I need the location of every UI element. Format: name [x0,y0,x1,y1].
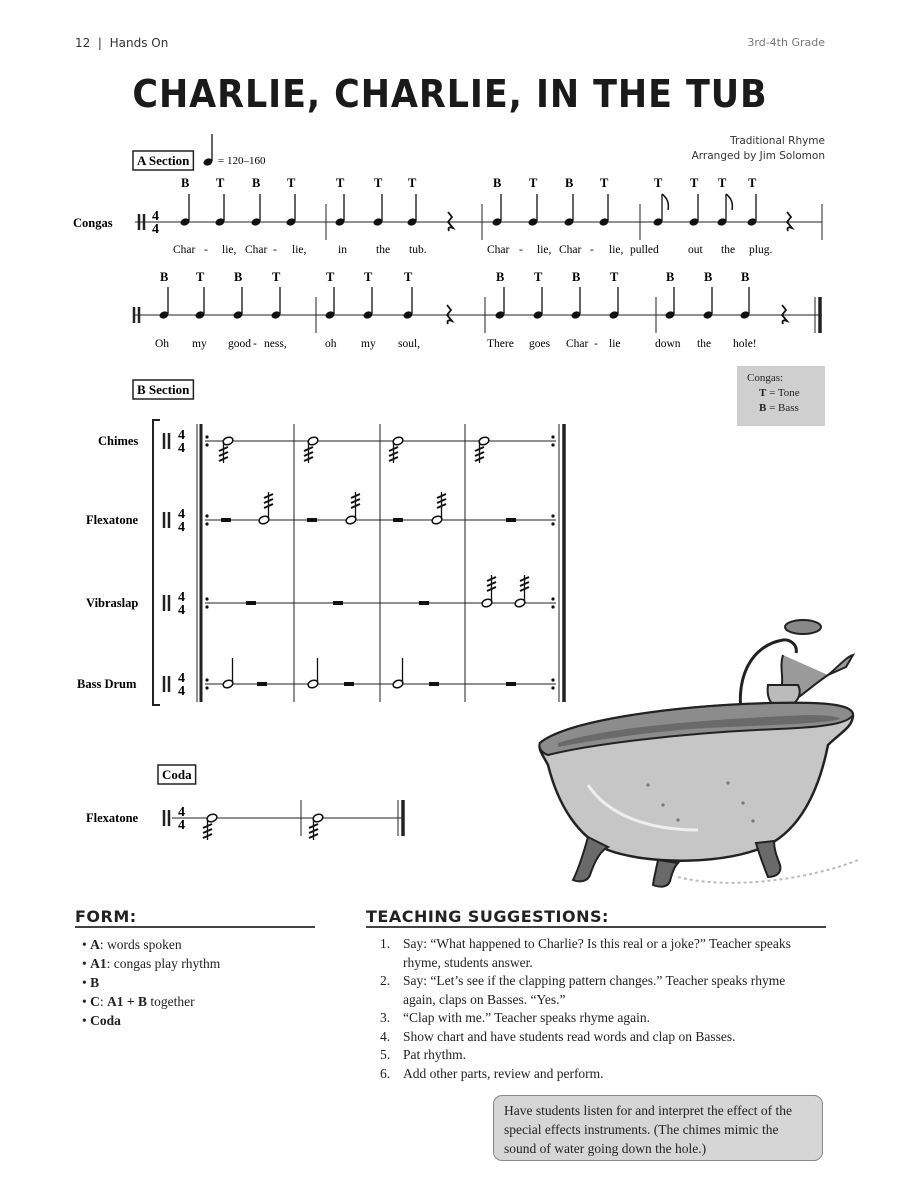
teaching-item: 3. “Clap with me.” Teacher speaks rhyme again. [380,1010,650,1025]
conga-stroke-letter: B [234,270,243,284]
a-section-label: A Section [137,153,190,168]
repeat-dot [205,522,208,525]
lyric-syllable: good [228,338,251,350]
repeat-dot [551,435,554,438]
lyric-syllable: Char [566,338,589,350]
coda-score [86,765,403,840]
conga-stroke-letter: T [364,270,373,284]
form-item: • A: words spoken [82,935,220,954]
repeat-dot [551,597,554,600]
lyric-syllable: - [590,244,594,256]
a-section-line-2 [133,270,822,350]
conga-stroke-letter: T [529,176,538,190]
congas-legend [737,366,825,426]
instrument-label: Flexatone [86,513,139,527]
conga-stroke-letter: B [704,270,713,284]
half-rest [393,518,403,522]
conga-stroke-letter: T [600,176,609,190]
teaching-item: 5. Pat rhythm. [380,1047,466,1062]
repeat-dot [205,597,208,600]
teaching-item: 2. Say: “Let’s see if the clapping pattern changes.” Teacher speaks rhyme again, claps on Basses. “Yes.” [380,973,786,1007]
coda-instrument-label: Flexatone [86,811,139,825]
page-title: CHARLIE, CHARLIE, IN THE TUB [132,72,768,116]
conga-stroke-letter: T [654,176,663,190]
teaching-item: 4. Show chart and have students read words and clap on Basses. [380,1028,736,1044]
time-signature-bottom: 4 [152,222,159,237]
bathtub-illustration [528,615,858,900]
conga-stroke-letter: B [160,270,169,284]
page-header: 12 | Hands On [75,36,169,50]
half-rest [506,518,516,522]
conga-stroke-letter: B [181,176,190,190]
time-signature-top: 4 [152,209,159,224]
time-signature-bottom: 4 [178,818,185,833]
half-rest [307,518,317,522]
conga-stroke-letter: T [748,176,757,190]
form-list [82,935,220,1030]
conga-stroke-letter: B [252,176,261,190]
time-signature-bottom: 4 [178,520,185,535]
lyric-syllable: ness, [264,338,287,350]
conga-stroke-letter: T [718,176,727,190]
repeat-dot [205,435,208,438]
book-title: Hands On [109,36,169,50]
conga-stroke-letter: T [287,176,296,190]
note-flag [662,194,668,210]
lyric-syllable: lie [609,338,621,350]
conga-stroke-letter: T [534,270,543,284]
legend-bass: B = Bass [759,402,799,414]
half-rest [344,682,354,686]
lyric-syllable: the [376,244,391,256]
lyric-syllable: - [273,244,277,256]
conga-stroke-letter: B [493,176,502,190]
conga-stroke-letter: T [216,176,225,190]
lyric-syllable: tub. [409,244,427,256]
conga-stroke-letter: T [404,270,413,284]
lyric-syllable: oh [325,338,337,350]
lyric-syllable: my [361,338,376,350]
repeat-dot [551,522,554,525]
b-section-score [77,380,564,705]
time-signature-top: 4 [178,671,185,686]
page-number: 12 [75,36,91,50]
form-item: • A1: congas play rhythm [82,954,220,973]
lyric-syllable: Oh [155,338,170,350]
b-section-label: B Section [137,382,190,397]
repeat-dot [205,514,208,517]
time-signature-bottom: 4 [178,603,185,618]
form-heading: FORM: [75,907,315,928]
coda-label: Coda [162,767,192,782]
lyric-syllable: soul, [398,338,421,350]
conga-stroke-letter: T [272,270,281,284]
lyric-syllable: in [338,244,347,256]
conga-stroke-letter: T [374,176,383,190]
repeat-dot [205,605,208,608]
form-item: • B [82,973,220,992]
conga-stroke-letter: T [326,270,335,284]
congas-label: Congas [73,216,113,230]
conga-stroke-letter: T [336,176,345,190]
lyric-syllable: the [721,244,736,256]
teaching-item: 1. Say: “What happened to Charlie? Is this real or a joke?” Teacher speaks rhyme, students answer. [380,936,791,970]
half-rest [221,518,231,522]
form-item: • Coda [82,1011,220,1030]
repeat-dot [551,443,554,446]
lyric-syllable: out [688,244,703,256]
lyric-syllable: There [487,338,514,350]
half-rest [429,682,439,686]
conga-stroke-letter: B [666,270,675,284]
time-signature-bottom: 4 [178,684,185,699]
time-signature-top: 4 [178,590,185,605]
lyric-syllable: plug. [749,244,773,256]
time-signature-top: 4 [178,428,185,443]
credit-arranger: Arranged by Jim Solomon [691,150,825,162]
lyric-syllable: the [697,338,712,350]
half-rest [246,601,256,605]
repeat-dot [551,514,554,517]
conga-stroke-letter: B [741,270,750,284]
time-signature-top: 4 [178,805,185,820]
conga-stroke-letter: B [496,270,505,284]
lyric-syllable: Char [487,244,510,256]
lyric-syllable: goes [529,338,551,350]
lyric-syllable: - [253,338,257,350]
system-bracket [153,420,160,705]
repeat-dot [551,605,554,608]
conga-stroke-letter: T [690,176,699,190]
repeat-dot [205,443,208,446]
conga-stroke-letter: T [408,176,417,190]
teacher-note: Have students listen for and interpret the effect of the special effects instruments. (The chimes mimic the sound of water going down the hole.) [493,1095,823,1161]
repeat-dot [205,686,208,689]
lyric-syllable: Char [559,244,582,256]
repeat-dot [205,678,208,681]
lyric-syllable: pulled [630,244,659,256]
conga-stroke-letter: T [610,270,619,284]
lyric-syllable: hole! [733,338,757,350]
instrument-label: Chimes [98,434,139,448]
lyric-syllable: lie, [222,244,237,256]
time-signature-bottom: 4 [178,441,185,456]
half-rest [333,601,343,605]
conga-stroke-letter: B [565,176,574,190]
half-rest [506,682,516,686]
lyric-syllable: - [204,244,208,256]
lyric-syllable: down [655,338,681,350]
teaching-item: 6. Add other parts, review and perform. [380,1065,604,1081]
conga-stroke-letter: T [196,270,205,284]
lyric-syllable: Char [173,244,196,256]
instrument-label: Vibraslap [86,596,139,610]
lyric-syllable: lie, [292,244,307,256]
lyric-syllable: - [519,244,523,256]
form-item: • C: A1 + B together [82,992,220,1011]
lyric-syllable: Char [245,244,268,256]
lyric-syllable: - [594,338,598,350]
tempo-marking: = 120–160 [218,155,266,167]
legend-tone: T = Tone [759,387,800,399]
lyric-syllable: lie, [537,244,552,256]
time-signature-top: 4 [178,507,185,522]
grade-label: 3rd-4th Grade [747,36,825,49]
note-flag [726,194,732,210]
legend-title: Congas: [747,372,784,384]
lyric-syllable: my [192,338,207,350]
teaching-list [380,935,820,1083]
a-section-line-1 [73,134,822,256]
credit-source: Traditional Rhyme [730,135,825,147]
lyric-syllable: lie, [609,244,624,256]
instrument-label: Bass Drum [77,677,137,691]
conga-stroke-letter: B [572,270,581,284]
half-rest [257,682,267,686]
half-rest [419,601,429,605]
teaching-heading: TEACHING SUGGESTIONS: [366,907,826,928]
